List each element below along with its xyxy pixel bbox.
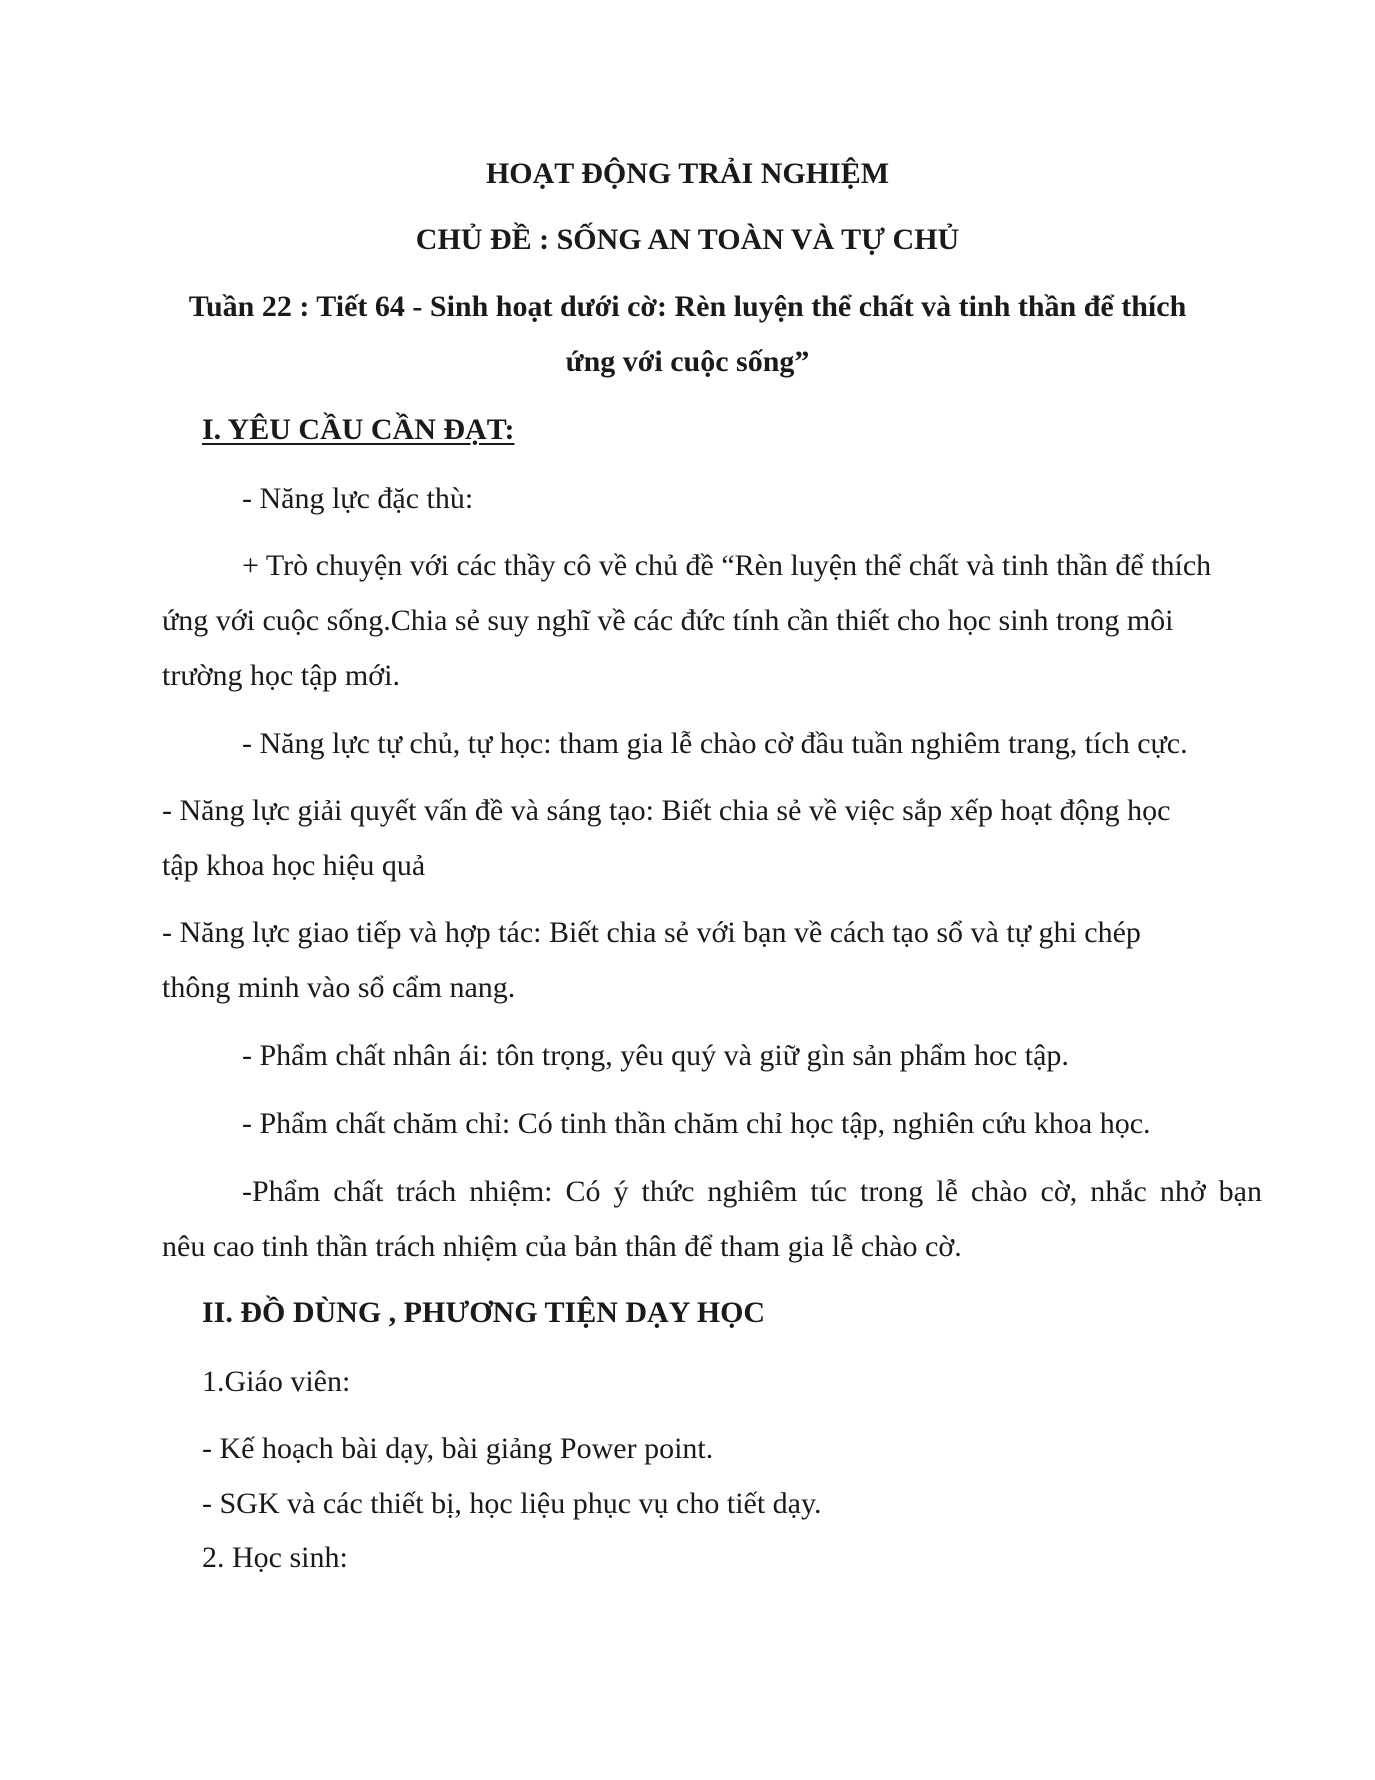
paragraph-line: thông minh vào sổ cẩm nang.: [162, 971, 516, 1004]
paragraph-line: tập khoa học hiệu quả: [162, 849, 426, 882]
paragraph-line: - Kế hoạch bài dạy, bài giảng Power point.: [202, 1432, 714, 1465]
paragraph-line: trường học tập mới.: [162, 659, 400, 692]
lesson-title-line-1: Tuần 22 : Tiết 64 - Sinh hoạt dưới cờ: Rèn luyện thể chất và tinh thần để thích: [188, 290, 1187, 323]
paragraph-line: -Phẩm chất trách nhiệm: Có ý thức nghiêm túc trong lễ chào cờ, nhắc nhở bạn: [242, 1175, 1262, 1208]
document-title: HOẠT ĐỘNG TRẢI NGHIỆM: [485, 157, 890, 190]
paragraph-line: 1.Giáo viên:: [202, 1365, 351, 1398]
paragraph-line: - Năng lực giải quyết vấn đề và sáng tạo: Biết chia sẻ về việc sắp xếp hoạt động học: [162, 794, 1171, 827]
paragraph-line: - Năng lực tự chủ, tự học: tham gia lễ chào cờ đầu tuần nghiêm trang, tích cực.: [242, 727, 1188, 760]
paragraph-line: - SGK và các thiết bị, học liệu phục vụ cho tiết dạy.: [202, 1487, 822, 1520]
paragraph-line: - Năng lực đặc thù:: [242, 482, 474, 515]
paragraph-line: - Năng lực giao tiếp và hợp tác: Biết chia sẻ với bạn về cách tạo sổ và tự ghi chép: [162, 916, 1141, 949]
paragraph-line: 2. Học sinh:: [202, 1541, 348, 1574]
paragraph-line: nêu cao tinh thần trách nhiệm của bản thân để tham gia lễ chào cờ.: [162, 1230, 962, 1263]
paragraph-line: - Phẩm chất nhân ái: tôn trọng, yêu quý và giữ gìn sản phẩm hoc tập.: [242, 1039, 1069, 1072]
paragraph-line: ứng với cuộc sống.Chia sẻ suy nghĩ về các đức tính cần thiết cho học sinh trong môi: [162, 604, 1174, 637]
section-1-heading: I. YÊU CẦU CẦN ĐẠT:: [202, 413, 515, 446]
paragraph-line: - Phẩm chất chăm chỉ: Có tinh thần chăm chỉ học tập, nghiên cứu khoa học.: [242, 1107, 1151, 1140]
lesson-title-line-2: ứng với cuộc sống”: [565, 345, 810, 378]
section-2-heading: II. ĐỒ DÙNG , PHƯƠNG TIỆN DẠY HỌC: [202, 1296, 766, 1329]
paragraph-line: + Trò chuyện với các thầy cô về chủ đề “Rèn luyện thể chất và tinh thần để thích: [242, 549, 1212, 582]
topic-title: CHỦ ĐỀ : SỐNG AN TOÀN VÀ TỰ CHỦ: [415, 223, 960, 256]
